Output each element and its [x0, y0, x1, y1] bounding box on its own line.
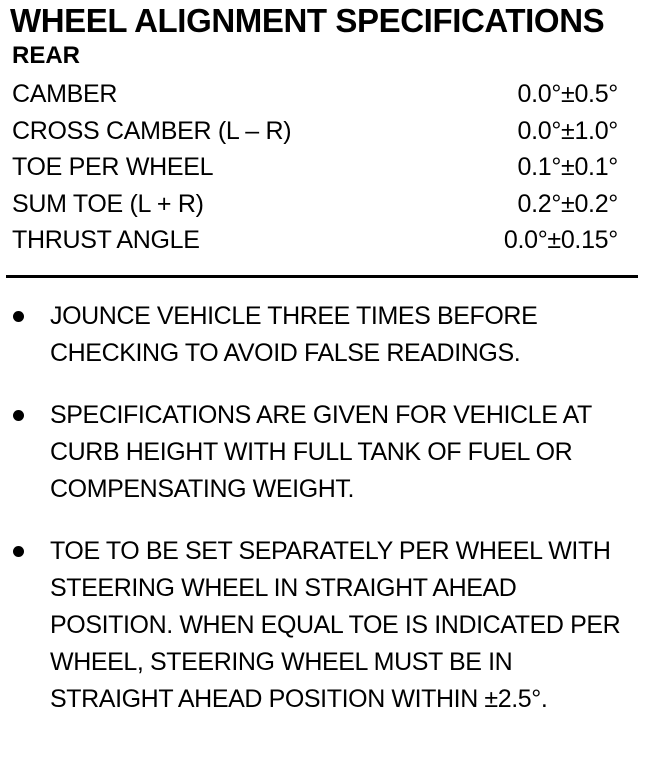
list-item [10, 298, 626, 372]
page-title: WHEEL ALIGNMENT SPECIFICATIONS [10, 2, 605, 39]
section-heading: REAR [12, 42, 81, 69]
spec-row-camber [12, 76, 618, 113]
note-text: SPECIFICATIONS ARE GIVEN FOR VEHICLE AT CURB HEIGHT WITH FULL TANK OF FUEL OR COMPENSATING WEIGHT. [50, 400, 592, 503]
divider [6, 275, 638, 278]
spec-row-cross-camber [12, 113, 618, 150]
spec-row-toe-per-wheel [12, 149, 618, 186]
bullet-icon [13, 546, 24, 557]
spec-label: CROSS CAMBER (L – R) [12, 116, 292, 145]
bullet-icon [13, 410, 24, 421]
spec-label: THRUST ANGLE [12, 226, 200, 254]
spec-value: 0.0°±0.15° [503, 226, 618, 254]
bullet-icon [13, 311, 24, 322]
spec-label: CAMBER [12, 80, 118, 108]
spec-value: 0.0°±1.0° [517, 116, 618, 145]
spec-row-sum-toe [12, 186, 618, 223]
spec-table [12, 76, 618, 259]
spec-label: TOE PER WHEEL [12, 153, 214, 181]
list-item [10, 397, 626, 508]
list-item [10, 533, 626, 718]
spec-label: SUM TOE (L + R) [12, 189, 204, 218]
notes-list [10, 298, 662, 718]
spec-row-thrust-angle [12, 222, 618, 259]
note-text: TOE TO BE SET SEPARATELY PER WHEEL WITH STEERING WHEEL IN STRAIGHT AHEAD POSITION. WHEN EQUAL TOE IS INDICATED PER WHEEL, STEERING WHEEL MUST BE IN STRAIGHT AHEAD POSITION WITHIN ±2.5°. [50, 536, 621, 713]
spec-value: 0.2°±0.2° [517, 189, 618, 218]
spec-value: 0.1°±0.1° [517, 153, 618, 181]
spec-value: 0.0°±0.5° [517, 80, 618, 108]
note-text: JOUNCE VEHICLE THREE TIMES BEFORE CHECKING TO AVOID FALSE READINGS. [50, 301, 538, 367]
